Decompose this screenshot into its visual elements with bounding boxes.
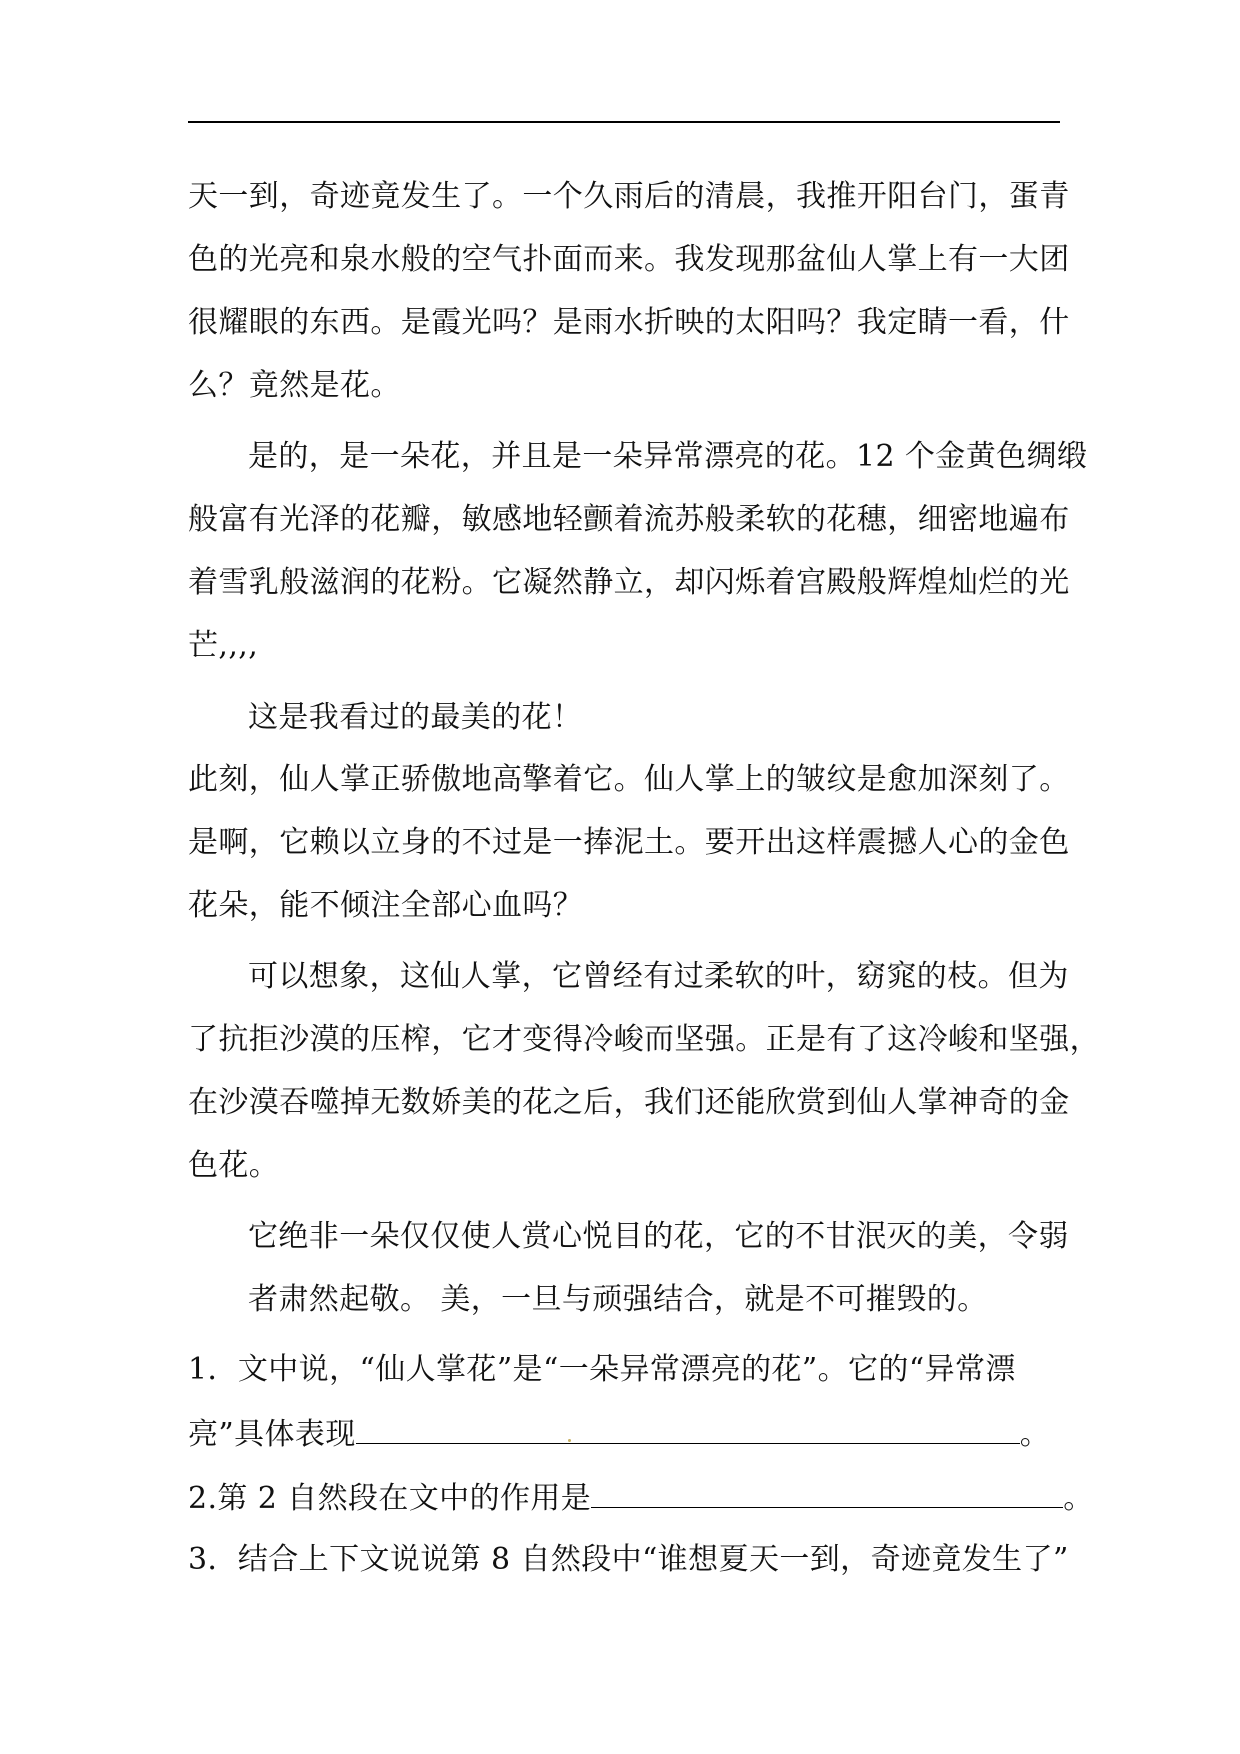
passage-line: 是的，是一朵花，并且是一朵异常漂亮的花。12 个金黄色绸缎 (248, 439, 1088, 474)
passage-line: 这是我看过的最美的花！ (248, 700, 583, 735)
passage-line: 着雪乳般滋润的花粉。它凝然静立，却闪烁着宫殿般辉煌灿烂的光 (188, 565, 1070, 600)
header-rule (188, 121, 1060, 123)
passage-line: 花朵，能不倾注全部心血吗？ (188, 888, 584, 923)
passage-line: 般富有光泽的花瓣，敏感地轻颤着流苏般柔软的花穗，细密地遍布 (188, 502, 1070, 537)
passage-line: 天一到，奇迹竟发生了。一个久雨后的清晨，我推开阳台门，蛋青 (188, 179, 1070, 214)
question-1-line-2 (188, 1413, 1050, 1453)
question-1-prefix: 亮”具体表现 (188, 1417, 356, 1452)
blank-mark (568, 1439, 571, 1442)
passage-line: 此刻，仙人掌正骄傲地高擎着它。仙人掌上的皱纹是愈加深刻了。 (188, 762, 1070, 797)
passage-line: 色的光亮和泉水般的空气扑面而来。我发现那盆仙人掌上有一大团 (188, 242, 1070, 277)
question-2-prefix: 2.第 2 自然段在文中的作用是 (188, 1481, 592, 1516)
passage-line: 是啊，它赖以立身的不过是一捧泥土。要开出这样震撼人心的金色 (188, 825, 1070, 860)
question-3-line-1: 3．结合上下文说说第 8 自然段中“谁想夏天一到，奇迹竟发生了” (188, 1542, 1069, 1577)
passage-line: 色花。 (188, 1148, 280, 1183)
passage-line: 可以想象，这仙人掌，它曾经有过柔软的叶，窈窕的枝。但为 (248, 959, 1069, 994)
passage-line: 很耀眼的东西。是霞光吗？是雨水折映的太阳吗？我定睛一看，什 (188, 305, 1070, 340)
passage-line: 么？竟然是花。 (188, 368, 401, 403)
passage-line: 在沙漠吞噬掉无数娇美的花之后，我们还能欣赏到仙人掌神奇的金 (188, 1085, 1070, 1120)
question-1-suffix: 。 (1019, 1417, 1051, 1452)
question-2-line (188, 1477, 1094, 1517)
passage-line: 芒,,,, (188, 628, 259, 663)
question-1-line-1: 1．文中说，“仙人掌花”是“一朵异常漂亮的花”。它的“异常漂 (188, 1352, 1016, 1387)
question-2-answer-blank[interactable] (591, 1477, 1063, 1508)
passage-line: 它绝非一朵仅仅使人赏心悦目的花，它的不甘泯灭的美，令弱 (248, 1219, 1069, 1254)
question-2-suffix: 。 (1063, 1481, 1094, 1516)
passage-line: 了抗拒沙漠的压榨，它才变得冷峻而坚强。正是有了这冷峻和坚强， (188, 1022, 1100, 1057)
question-1-answer-blank[interactable] (356, 1413, 1020, 1444)
passage-line: 者肃然起敬。 美，一旦与顽强结合，就是不可摧毁的。 (248, 1282, 988, 1317)
